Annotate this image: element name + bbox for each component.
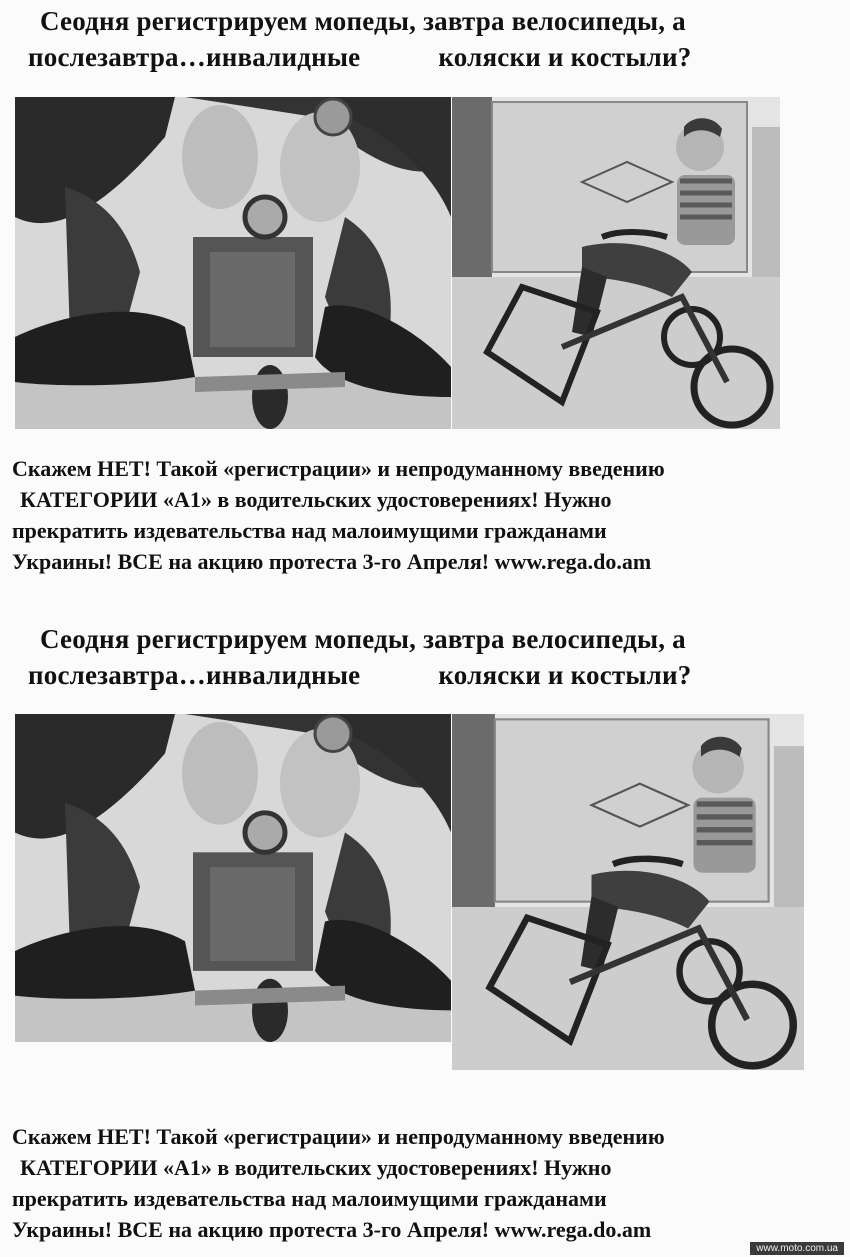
watermark-url: www.moto.com.ua <box>750 1242 844 1255</box>
headline-line-1: Сеодня регистрируем мопеды, завтра велосипеды, а <box>40 6 686 36</box>
headline-line-1: Сеодня регистрируем мопеды, завтра велосипеды, а <box>40 624 686 654</box>
body-line-4: Украины! ВСЕ на акцию протеста 3-го Апреля! www.rega.do.am <box>12 549 652 574</box>
photo-man-on-mini-motorcycle-art <box>15 714 451 1042</box>
photo-man-on-mini-motorcycle-art <box>15 97 451 429</box>
headline-line-2-part-a: послезавтра…инвалидные <box>28 660 361 690</box>
flyer-body-text <box>12 1121 850 1245</box>
photo-man-on-mini-motorcycle <box>15 714 451 1042</box>
body-line-1: Скажем НЕТ! Такой «регистрации» и непродуманному введению <box>12 456 665 481</box>
body-line-3: прекратить издевательства над малоимущими гражданами <box>12 518 607 543</box>
headline-line-2 <box>28 40 850 75</box>
body-line-3: прекратить издевательства над малоимущими гражданами <box>12 1186 607 1211</box>
body-line-2: КАТЕГОРИИ «А1» в водительских удостоверениях! Нужно <box>20 1155 612 1180</box>
photo-boy-on-tricycle-art <box>452 714 804 1070</box>
headline-line-2-part-b: коляски и костыли? <box>438 42 692 72</box>
headline-line-2-part-b: коляски и костыли? <box>438 660 692 690</box>
flyer-body-text <box>12 453 850 577</box>
headline-line-2-part-a: послезавтра…инвалидные <box>28 42 361 72</box>
photo-boy-on-tricycle-art <box>452 97 780 429</box>
photo-boy-on-tricycle <box>452 97 780 429</box>
body-line-1: Скажем НЕТ! Такой «регистрации» и непродуманному введению <box>12 1124 665 1149</box>
body-line-2: КАТЕГОРИИ «А1» в водительских удостоверениях! Нужно <box>20 487 612 512</box>
body-line-4: Украины! ВСЕ на акцию протеста 3-го Апреля! www.rega.do.am <box>12 1217 652 1242</box>
photo-man-on-mini-motorcycle <box>15 97 451 429</box>
headline-line-2 <box>28 658 850 693</box>
photo-boy-on-tricycle <box>452 714 804 1070</box>
